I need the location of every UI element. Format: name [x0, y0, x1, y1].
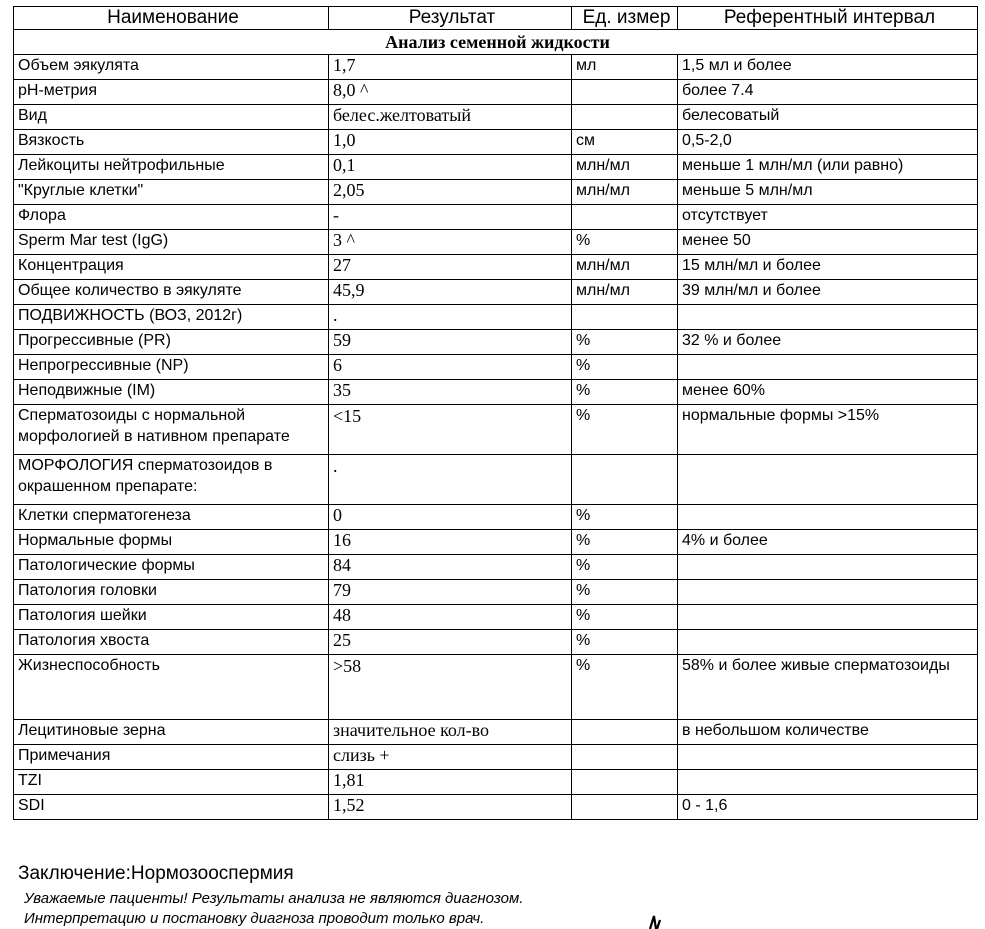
cell-ref: нормальные формы >15% — [678, 405, 978, 455]
cell-unit — [572, 80, 678, 105]
cell-unit: % — [572, 380, 678, 405]
signature-mark — [636, 912, 666, 929]
table-row — [14, 205, 978, 230]
cell-result: 3 ^ — [329, 230, 572, 255]
cell-name: "Круглые клетки" — [14, 180, 329, 205]
disclaimer-line-1: Уважаемые пациенты! Результаты анализа не являются диагнозом. — [24, 890, 524, 907]
cell-unit: % — [572, 530, 678, 555]
cell-ref: менее 50 — [678, 230, 978, 255]
cell-name: Патология шейки — [14, 605, 329, 630]
table-row — [14, 795, 978, 820]
header-unit: Ед. измер — [572, 7, 678, 30]
cell-ref: более 7.4 — [678, 80, 978, 105]
cell-result: - — [329, 205, 572, 230]
table-row — [14, 720, 978, 745]
table-row — [14, 105, 978, 130]
cell-ref — [678, 770, 978, 795]
table-row — [14, 180, 978, 205]
table-row — [14, 455, 978, 505]
cell-ref: меньше 1 млн/мл (или равно) — [678, 155, 978, 180]
table-row — [14, 80, 978, 105]
cell-result: 1,81 — [329, 770, 572, 795]
cell-ref — [678, 455, 978, 505]
table-row — [14, 280, 978, 305]
table-row — [14, 405, 978, 455]
cell-unit: % — [572, 505, 678, 530]
cell-ref — [678, 555, 978, 580]
cell-result: 35 — [329, 380, 572, 405]
table-row — [14, 230, 978, 255]
cell-name: Патология хвоста — [14, 630, 329, 655]
cell-result: 84 — [329, 555, 572, 580]
cell-result: 0 — [329, 505, 572, 530]
cell-unit: млн/мл — [572, 255, 678, 280]
table-row — [14, 55, 978, 80]
cell-unit — [572, 795, 678, 820]
cell-unit: млн/мл — [572, 180, 678, 205]
cell-name: Общее количество в эякуляте — [14, 280, 329, 305]
table-row — [14, 305, 978, 330]
cell-name: Неподвижные (IM) — [14, 380, 329, 405]
cell-ref — [678, 505, 978, 530]
cell-result: 48 — [329, 605, 572, 630]
cell-ref — [678, 580, 978, 605]
cell-name: Лейкоциты нейтрофильные — [14, 155, 329, 180]
cell-name: Патология головки — [14, 580, 329, 605]
cell-unit — [572, 720, 678, 745]
cell-name: МОРФОЛОГИЯ сперматозоидов в окрашенном препарате: — [14, 455, 329, 505]
cell-name: pH-метрия — [14, 80, 329, 105]
table-row — [14, 530, 978, 555]
cell-name: Sperm Mar test (IgG) — [14, 230, 329, 255]
cell-name: Прогрессивные (PR) — [14, 330, 329, 355]
cell-name: Объем эякулята — [14, 55, 329, 80]
cell-ref — [678, 305, 978, 330]
table-row — [14, 555, 978, 580]
cell-unit — [572, 205, 678, 230]
cell-ref: 0 - 1,6 — [678, 795, 978, 820]
cell-result: 27 — [329, 255, 572, 280]
cell-result: <15 — [329, 405, 572, 455]
cell-name: Сперматозоиды с нормальной морфологией в нативном препарате — [14, 405, 329, 455]
disclaimer-line-2: Интерпретацию и постановку диагноза проводит только врач. — [24, 910, 485, 927]
cell-unit: % — [572, 355, 678, 380]
table-row — [14, 580, 978, 605]
header-reference: Референтный интервал — [678, 7, 978, 30]
table-row — [14, 655, 978, 720]
cell-result: . — [329, 455, 572, 505]
cell-name: Лецитиновые зерна — [14, 720, 329, 745]
cell-result: 2,05 — [329, 180, 572, 205]
table-row — [14, 745, 978, 770]
cell-unit — [572, 455, 678, 505]
cell-ref: 39 млн/мл и более — [678, 280, 978, 305]
cell-unit: млн/мл — [572, 155, 678, 180]
table-row — [14, 255, 978, 280]
cell-name: Клетки сперматогенеза — [14, 505, 329, 530]
cell-result: 45,9 — [329, 280, 572, 305]
cell-name: Вид — [14, 105, 329, 130]
cell-unit — [572, 305, 678, 330]
table-row — [14, 355, 978, 380]
cell-name: TZI — [14, 770, 329, 795]
cell-ref — [678, 630, 978, 655]
table-row — [14, 155, 978, 180]
cell-result: 1,0 — [329, 130, 572, 155]
cell-result: слизь + — [329, 745, 572, 770]
cell-unit: % — [572, 655, 678, 720]
cell-result: 59 — [329, 330, 572, 355]
cell-ref — [678, 745, 978, 770]
table-row — [14, 330, 978, 355]
cell-unit: % — [572, 555, 678, 580]
cell-result: 25 — [329, 630, 572, 655]
table-row — [14, 380, 978, 405]
table-row — [14, 130, 978, 155]
cell-name: SDI — [14, 795, 329, 820]
cell-unit: % — [572, 330, 678, 355]
cell-unit: млн/мл — [572, 280, 678, 305]
cell-ref: 1,5 мл и более — [678, 55, 978, 80]
cell-name: Примечания — [14, 745, 329, 770]
cell-result: 6 — [329, 355, 572, 380]
cell-unit — [572, 105, 678, 130]
section-title: Анализ семенной жидкости — [14, 30, 978, 55]
cell-ref: 0,5-2,0 — [678, 130, 978, 155]
cell-ref: белесоватый — [678, 105, 978, 130]
cell-name: Вязкость — [14, 130, 329, 155]
cell-result: 1,52 — [329, 795, 572, 820]
cell-result: 16 — [329, 530, 572, 555]
cell-name: Непрогрессивные (NP) — [14, 355, 329, 380]
cell-unit: % — [572, 605, 678, 630]
cell-ref: менее 60% — [678, 380, 978, 405]
cell-ref: в небольшом количестве — [678, 720, 978, 745]
cell-name: Нормальные формы — [14, 530, 329, 555]
cell-unit: % — [572, 630, 678, 655]
table-row — [14, 630, 978, 655]
cell-ref: меньше 5 млн/мл — [678, 180, 978, 205]
cell-name: Жизнеспособность — [14, 655, 329, 720]
results-table — [13, 6, 978, 820]
cell-ref: 15 млн/мл и более — [678, 255, 978, 280]
cell-unit — [572, 770, 678, 795]
cell-ref: отсутствует — [678, 205, 978, 230]
cell-result: значительное кол-во — [329, 720, 572, 745]
cell-ref: 4% и более — [678, 530, 978, 555]
cell-result: >58 — [329, 655, 572, 720]
cell-ref: 32 % и более — [678, 330, 978, 355]
cell-result: 79 — [329, 580, 572, 605]
cell-result: белес.желтоватый — [329, 105, 572, 130]
header-result: Результат — [329, 7, 572, 30]
cell-ref — [678, 605, 978, 630]
cell-name: Патологические формы — [14, 555, 329, 580]
cell-result: 8,0 ^ — [329, 80, 572, 105]
cell-name: ПОДВИЖНОСТЬ (ВОЗ, 2012г) — [14, 305, 329, 330]
cell-ref — [678, 355, 978, 380]
cell-unit: % — [572, 405, 678, 455]
table-row — [14, 770, 978, 795]
table-row — [14, 605, 978, 630]
cell-unit: мл — [572, 55, 678, 80]
cell-unit: % — [572, 580, 678, 605]
cell-unit: см — [572, 130, 678, 155]
cell-ref: 58% и более живые сперматозоиды — [678, 655, 978, 720]
conclusion: Заключение:Нормозооспермия — [18, 863, 294, 884]
table-row — [14, 505, 978, 530]
cell-result: . — [329, 305, 572, 330]
cell-result: 1,7 — [329, 55, 572, 80]
cell-result: 0,1 — [329, 155, 572, 180]
cell-name: Флора — [14, 205, 329, 230]
cell-unit: % — [572, 230, 678, 255]
cell-unit — [572, 745, 678, 770]
cell-name: Концентрация — [14, 255, 329, 280]
header-name: Наименование — [14, 7, 329, 30]
